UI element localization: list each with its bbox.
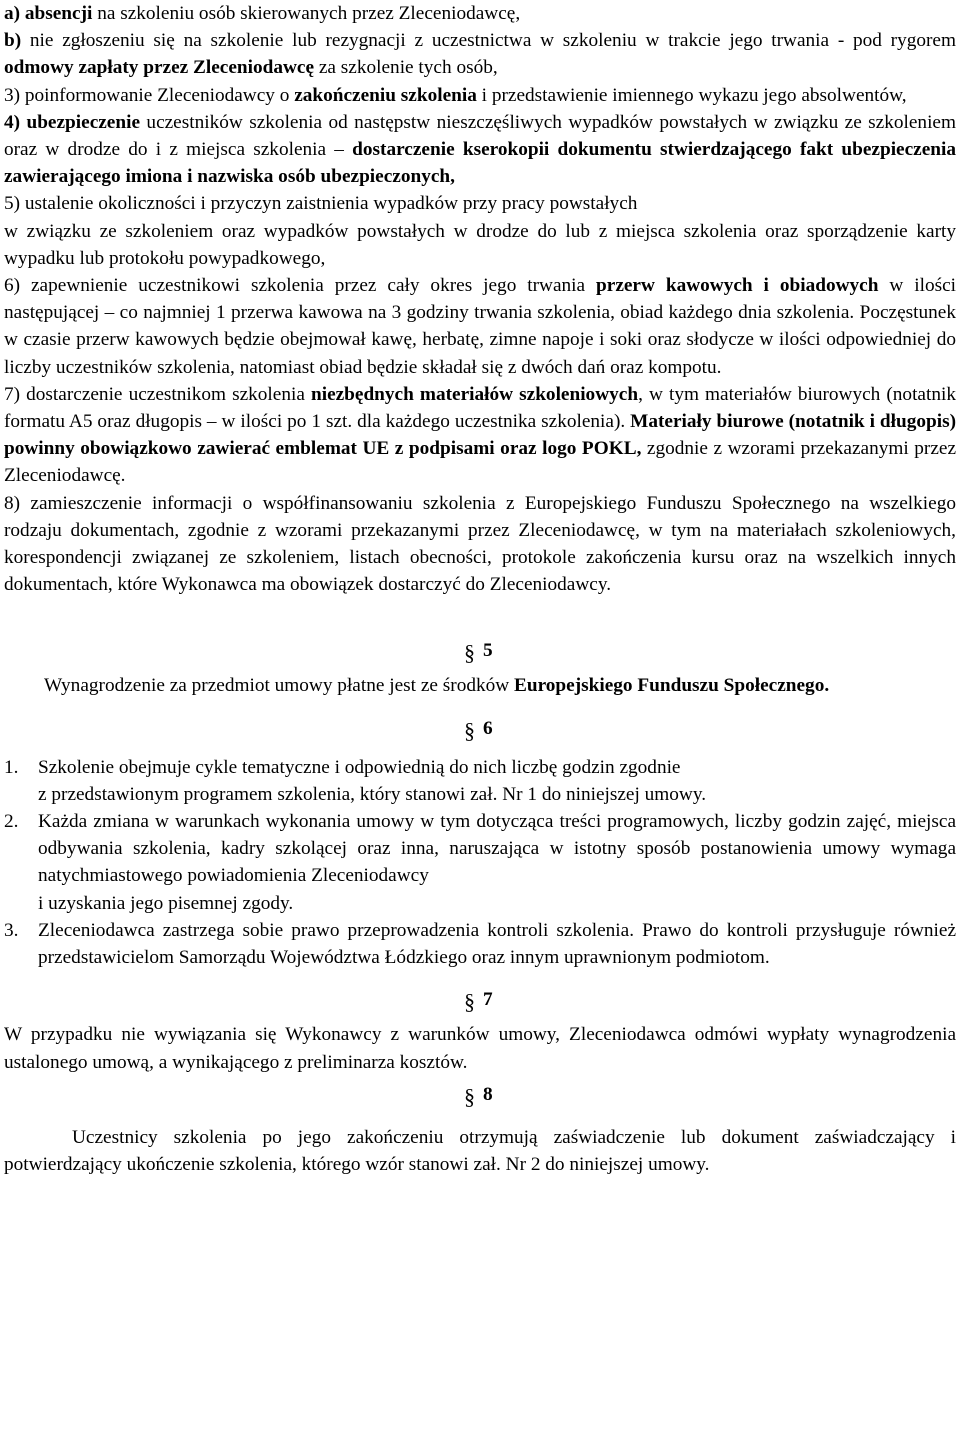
section-symbol: § [464, 1083, 475, 1109]
section-symbol: § [464, 640, 475, 666]
item-6-text: 6) zapewnienie uczestnikowi szkolenia przez cały okres jego trwania [4, 275, 597, 297]
list-item-number: 3. [4, 919, 19, 941]
item-b-text: nie zgłoszeniu się na szkolenie lub rezygnacji z uczestnictwa w szkoleniu w trakcie jego trwania - pod rygorem [21, 30, 956, 52]
section-7-number: 7 [483, 989, 493, 1011]
section-8-number: 8 [483, 1083, 493, 1105]
section-6-list [4, 754, 956, 972]
section-8-heading [4, 1078, 956, 1112]
item-b-label: b) [4, 30, 22, 52]
item-3-text: 3) poinformowanie Zleceniodawcy o [4, 84, 295, 106]
list-item [4, 754, 956, 808]
item-4-bold: dostarczenie kserokopii dokumentu stwierdzającego fakt ubezpieczenia zawierającego imiona i nazwiska osób ubezpieczonych, [4, 139, 957, 188]
item-a [4, 0, 956, 27]
item-4 [4, 109, 956, 191]
item-4-label: 4) ubezpieczenie [4, 111, 140, 133]
section-7-text: W przypadku nie wywiązania się Wykonawcy z warunków umowy, Zleceniodawca odmówi wypłaty wynagrodzenia ustalonego umową, a wynikającego z preliminarza kosztów. [4, 1024, 956, 1073]
item-7-mid: , w tym materiałów biurowych (notatnik formatu A5 oraz długopis – w ilości po 1 szt. dla każdego uczestnika szkolenia). [4, 383, 956, 433]
item-5-rest: w związku ze szkoleniem oraz wypadków powstałych w drodze do lub z miejsca szkolenia oraz sporządzenie karty wypadku lub protokołu powypadkowego, [4, 220, 956, 269]
item-a-label: a) absencji [4, 3, 93, 24]
item-6-bold: przerw kawowych i obiadowych [596, 275, 879, 297]
section-8-text: Uczestnicy szkolenia po jego zakończeniu otrzymują zaświadczenie lub dokument zaświadczający i potwierdzający ukończenie szkolenia, którego wzór stanowi zał. Nr 2 do niniejszej umowy. [4, 1126, 956, 1175]
list-item [4, 917, 956, 971]
item-3 [4, 82, 956, 109]
item-6-tail: w ilości następującej – co najmniej 1 przerwa kawowa na 3 godziny trwania szkolenia, obiad każdego dnia szkolenia. Poczęstunek w czasie przerw kawowych będzie obejmował kawę, herbatę, zimne napoje i soki oraz słodycze w ilości odpowiedniej do liczby uczestników szkolenia, natomiast obiad będzie składał się z dwóch dań oraz kompotu. [4, 275, 957, 378]
list-item-line: Każda zmiana w warunkach wykonania umowy w tym dotycząca treści programowych, liczby godzin zajęć, miejsca odbywania szkolenia, kadry szkolącej oraz inna, naruszająca w istotny sposób postanowienia umowy wymaga natychmiastowego powiadomienia Zleceniodawcy [38, 811, 956, 887]
section-5-text [4, 672, 956, 699]
section-6-number: 6 [483, 717, 493, 739]
section-6-heading [4, 712, 956, 746]
item-7-bold: niezbędnych materiałów szkoleniowych [310, 383, 639, 405]
item-3-bold: zakończeniu szkolenia [294, 84, 477, 106]
list-item-rest: i uzyskania jego pisemnej zgody. [38, 892, 294, 914]
list-item-line: Szkolenie obejmuje cykle tematyczne i odpowiednią do nich liczbę godzin zgodnie [38, 756, 681, 778]
section-symbol: § [464, 989, 475, 1015]
list-item-rest: z przedstawionym programem szkolenia, który stanowi zał. Nr 1 do niniejszej umowy. [38, 783, 707, 805]
item-b-tail: za szkolenie tych osób, [314, 57, 498, 79]
item-7 [4, 381, 956, 490]
list-item-number: 1. [4, 756, 19, 778]
list-item [4, 808, 956, 917]
section-5-heading [4, 634, 956, 668]
item-6 [4, 272, 956, 381]
item-7-text: 7) dostarczenie uczestnikom szkolenia [4, 383, 311, 405]
item-4-text: uczestników szkolenia od następstw nieszczęśliwych wypadków powstałych w związku ze szkoleniem oraz w drodze do i z miejsca szkolenia – [4, 111, 956, 161]
item-8: 8) zamieszczenie informacji o współfinansowaniu szkolenia z Europejskiego Funduszu Społecznego na wszelkiego rodzaju dokumentach, zgodnie z wzorami przekazanymi przez Zleceniodawcę, w tym na materiałach szkoleniowych, korespondencji związanej ze szkoleniem, listach obecności, protokole zakończenia kursu oraz na wszelkich innych dokumentach, które Wykonawca ma obowiązek dostarczyć do Zleceniodawcy. [4, 492, 956, 596]
item-b [4, 27, 956, 81]
item-b-bold: odmowy zapłaty przez Zleceniodawcę [4, 57, 315, 79]
item-7-tail: zgodnie z wzorami przekazanymi przez Zleceniodawcę. [4, 438, 957, 487]
list-item-number: 2. [4, 811, 19, 833]
section-5-text-bold: Europejskiego Funduszu Społecznego. [514, 675, 830, 697]
section-7-heading [4, 983, 956, 1017]
list-item-line: Zleceniodawca zastrzega sobie prawo przeprowadzenia kontroli szkolenia. Prawo do kontroli przysługuje również przedstawicielom Samorządu Województwa Łódzkiego oraz innym uprawnionym podmiotom. [38, 919, 956, 969]
section-5-text-plain: Wynagrodzenie za przedmiot umowy płatne jest ze środków [44, 675, 514, 697]
section-5-number: 5 [483, 640, 493, 662]
item-a-text: na szkoleniu osób skierowanych przez Zleceniodawcę, [92, 3, 521, 24]
section-symbol: § [464, 717, 475, 743]
item-5-first-line: 5) ustalenie okoliczności i przyczyn zaistnienia wypadków przy pracy powstałych [4, 193, 638, 215]
item-3-tail: i przedstawienie imiennego wykazu jego absolwentów, [476, 84, 907, 106]
item-7-bold-2: Materiały biurowe (notatnik i długopis) powinny obowiązkowo zawierać emblemat UE z podpisami oraz logo POKL, [4, 411, 956, 460]
